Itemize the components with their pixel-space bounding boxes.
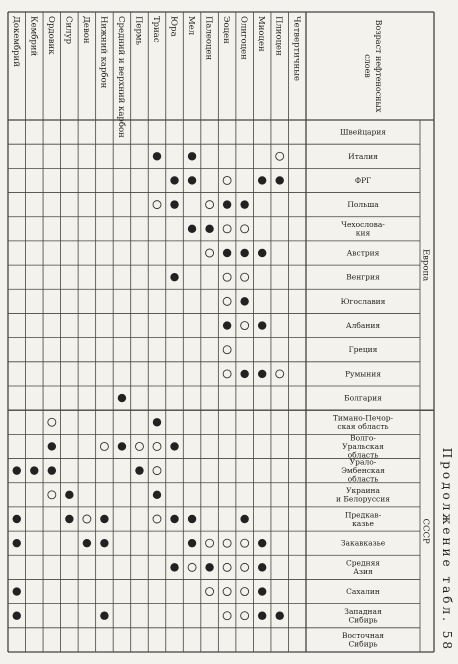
filled-circle-mark — [240, 200, 248, 208]
column-header-label: Румыния — [345, 369, 381, 379]
filled-circle-mark — [100, 539, 108, 547]
filled-circle-mark — [258, 370, 266, 378]
column-header-label: Сибирь — [348, 615, 378, 625]
row-label: Докембрий — [10, 16, 21, 67]
filled-circle-mark — [276, 176, 284, 184]
open-circle-mark — [241, 539, 249, 547]
column-header-label: Украина — [346, 486, 380, 496]
filled-circle-mark — [48, 466, 56, 474]
filled-circle-mark — [170, 563, 178, 571]
filled-circle-mark — [188, 152, 196, 160]
header-label-line: слоев — [363, 54, 372, 78]
filled-circle-mark — [100, 515, 108, 523]
open-circle-mark — [223, 563, 231, 571]
open-circle-mark — [206, 201, 214, 209]
row-label: Ордовик — [45, 16, 56, 55]
open-circle-mark — [48, 418, 56, 426]
row-label: Юра — [168, 16, 179, 37]
column-header-label: Сахалин — [346, 587, 380, 597]
column-header-label: Италия — [348, 151, 378, 161]
filled-circle-mark — [188, 176, 196, 184]
column-header-label: Албания — [345, 321, 381, 331]
filled-circle-mark — [30, 466, 38, 474]
filled-circle-mark — [205, 225, 213, 233]
row-label: Эоцен — [221, 16, 232, 44]
row-label: Олигоцен — [238, 16, 249, 60]
open-circle-mark — [135, 442, 143, 450]
filled-circle-mark — [258, 563, 266, 571]
row-label: Пермь — [133, 16, 144, 46]
filled-circle-mark — [240, 297, 248, 305]
filled-circle-mark — [188, 515, 196, 523]
column-header-label: Австрия — [346, 248, 380, 258]
row-label: Средний и верхний карбон — [115, 16, 126, 138]
column-header-label: Уральская — [342, 441, 384, 451]
filled-circle-mark — [13, 466, 21, 474]
filled-circle-mark — [153, 418, 161, 426]
filled-circle-mark — [118, 394, 126, 402]
column-header-label: Восточная — [341, 631, 385, 641]
filled-circle-mark — [258, 587, 266, 595]
filled-circle-mark — [170, 442, 178, 450]
open-circle-mark — [276, 152, 284, 160]
filled-circle-mark — [240, 370, 248, 378]
open-circle-mark — [206, 539, 214, 547]
filled-circle-mark — [205, 563, 213, 571]
caption-prefix: Продолжение табл. — [440, 447, 454, 624]
column-header-label: Закавказье — [340, 538, 386, 548]
filled-circle-mark — [240, 249, 248, 257]
column-header-label: Сибирь — [348, 639, 378, 649]
filled-circle-mark — [170, 176, 178, 184]
filled-circle-mark — [170, 273, 178, 281]
filled-circle-mark — [223, 200, 231, 208]
open-circle-mark — [241, 225, 249, 233]
column-header-label: область — [347, 450, 379, 460]
column-header-label: Средняя — [345, 558, 381, 568]
open-circle-mark — [223, 273, 231, 281]
group-label-europe: Европа — [420, 248, 431, 282]
row-label: Триас — [151, 16, 161, 43]
open-circle-mark — [223, 225, 231, 233]
open-circle-mark — [48, 491, 56, 499]
open-circle-mark — [241, 588, 249, 596]
open-circle-mark — [206, 588, 214, 596]
filled-circle-mark — [48, 442, 56, 450]
open-circle-mark — [241, 322, 249, 330]
column-header-label: Чехослова- — [341, 220, 385, 230]
filled-circle-mark — [258, 176, 266, 184]
open-circle-mark — [223, 612, 231, 620]
column-header-label: Греция — [348, 345, 378, 355]
column-header-label: Польша — [347, 200, 379, 210]
open-circle-mark — [223, 539, 231, 547]
filled-circle-mark — [240, 515, 248, 523]
row-label: Нижний карбон — [98, 16, 109, 89]
open-circle-mark — [153, 201, 161, 209]
open-circle-mark — [276, 370, 284, 378]
column-header-label: кия — [355, 228, 371, 238]
row-label: Плиоцен — [273, 16, 284, 56]
open-circle-mark — [83, 515, 91, 523]
filled-circle-mark — [13, 587, 21, 595]
row-label: Мел — [186, 16, 197, 36]
open-circle-mark — [223, 297, 231, 305]
filled-circle-mark — [65, 515, 73, 523]
filled-circle-mark — [153, 152, 161, 160]
filled-circle-mark — [83, 539, 91, 547]
column-header-label: Предкав- — [344, 510, 382, 520]
open-circle-mark — [153, 442, 161, 450]
filled-circle-mark — [170, 200, 178, 208]
filled-circle-mark — [13, 515, 21, 523]
group-label-ussr: СССР — [420, 518, 431, 544]
open-circle-mark — [206, 249, 214, 257]
header-label-line: Возраст нефтеносных — [374, 19, 383, 113]
filled-circle-mark — [13, 612, 21, 620]
column-header-label: Тимано-Печор- — [332, 413, 394, 423]
column-header-label: ская область — [337, 422, 389, 432]
filled-circle-mark — [100, 612, 108, 620]
open-circle-mark — [241, 612, 249, 620]
open-circle-mark — [223, 176, 231, 184]
column-header-label: ФРГ — [354, 175, 372, 185]
filled-circle-mark — [188, 225, 196, 233]
filled-circle-mark — [135, 466, 143, 474]
filled-circle-mark — [223, 321, 231, 329]
filled-circle-mark — [13, 539, 21, 547]
column-header-label: Эмбенская — [341, 466, 385, 476]
open-circle-mark — [241, 563, 249, 571]
open-circle-mark — [188, 563, 196, 571]
filled-circle-mark — [276, 612, 284, 620]
open-circle-mark — [223, 346, 231, 354]
filled-circle-mark — [258, 539, 266, 547]
column-header-label: казье — [352, 518, 374, 528]
row-label: Палеоцен — [203, 16, 214, 61]
row-label: Миоцен — [256, 16, 267, 52]
column-header-label: Западная — [344, 606, 382, 616]
row-label: Четвертичные — [291, 16, 302, 82]
column-header-label: Югославия — [340, 296, 386, 306]
filled-circle-mark — [188, 539, 196, 547]
column-header-label: область — [347, 474, 379, 484]
column-header-label: и Белоруссия — [336, 494, 390, 504]
column-header-label: Швейцария — [339, 127, 387, 137]
column-header-label: Волго- — [350, 433, 376, 443]
open-circle-mark — [223, 588, 231, 596]
filled-circle-mark — [258, 249, 266, 257]
open-circle-mark — [223, 370, 231, 378]
filled-circle-mark — [118, 442, 126, 450]
caption-number: 58 — [440, 630, 454, 652]
column-header-label: Урало- — [349, 457, 377, 467]
open-circle-mark — [153, 467, 161, 475]
filled-circle-mark — [153, 491, 161, 499]
open-circle-mark — [241, 273, 249, 281]
row-label: Кембрий — [28, 16, 39, 57]
open-circle-mark — [100, 442, 108, 450]
filled-circle-mark — [65, 491, 73, 499]
filled-circle-mark — [258, 612, 266, 620]
column-header-label: Азия — [353, 567, 373, 577]
filled-circle-mark — [258, 321, 266, 329]
filled-circle-mark — [223, 249, 231, 257]
open-circle-mark — [153, 515, 161, 523]
column-header-label: Венгрия — [346, 272, 380, 282]
row-label: Силур — [63, 16, 74, 45]
filled-circle-mark — [170, 515, 178, 523]
row-label: Девон — [80, 16, 91, 44]
column-header-label: Болгария — [344, 393, 382, 403]
